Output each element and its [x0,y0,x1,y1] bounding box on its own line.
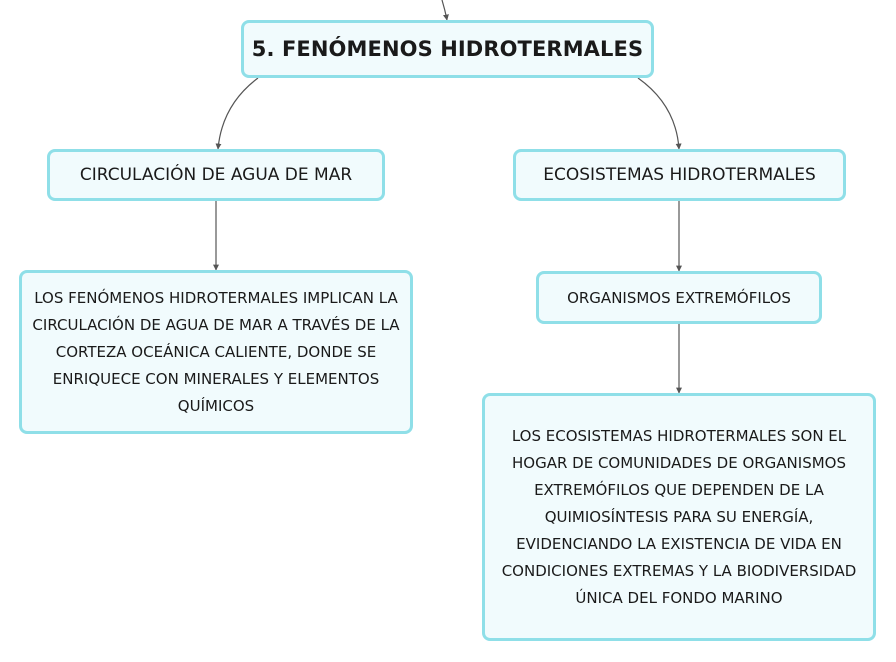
topic-ecosistemas-hidrotermales[interactable] [513,149,846,201]
connector-root-left [218,78,258,149]
subtopic-circulacion-description[interactable] [19,270,413,434]
circulacion-description-text: LOS FENÓMENOS HIDROTERMALES IMPLICAN LA CIRCULACIÓN DE AGUA DE MAR A TRAVÉS DE LA CORTEZA OCEÁNICA CALIENTE, DONDE SE ENRIQUECE CON MINERALES Y ELEMENTOS QUÍMICOS [32,288,400,415]
ecosistemas-description-text: LOS ECOSISTEMAS HIDROTERMALES SON EL HOGAR DE COMUNIDADES DE ORGANISMOS EXTREMÓFILOS QUE DEPENDEN DE LA QUIMIOSÍNTESIS PARA SU ENERGÍA, EVIDENCIANDO LA EXISTENCIA DE VIDA EN CONDICIONES EXTREMAS Y LA BIODIVERSIDAD ÚNICA DEL FONDO MARINO [501,426,857,607]
connector-parent-root [442,0,447,20]
subtopic-organismos-extremofilos[interactable] [536,271,822,324]
connector-root-right [638,78,679,149]
topic-root-label: 5. FENÓMENOS HIDROTERMALES [251,37,644,61]
topic-root[interactable] [241,20,654,78]
topic-circulacion-label: CIRCULACIÓN DE AGUA DE MAR [79,165,353,185]
organismos-extremofilos-label: ORGANISMOS EXTREMÓFILOS [567,288,791,307]
topic-circulacion-agua-mar[interactable] [47,149,385,201]
topic-ecosistemas-label: ECOSISTEMAS HIDROTERMALES [543,165,816,185]
subtopic-ecosistemas-description[interactable] [482,393,876,641]
